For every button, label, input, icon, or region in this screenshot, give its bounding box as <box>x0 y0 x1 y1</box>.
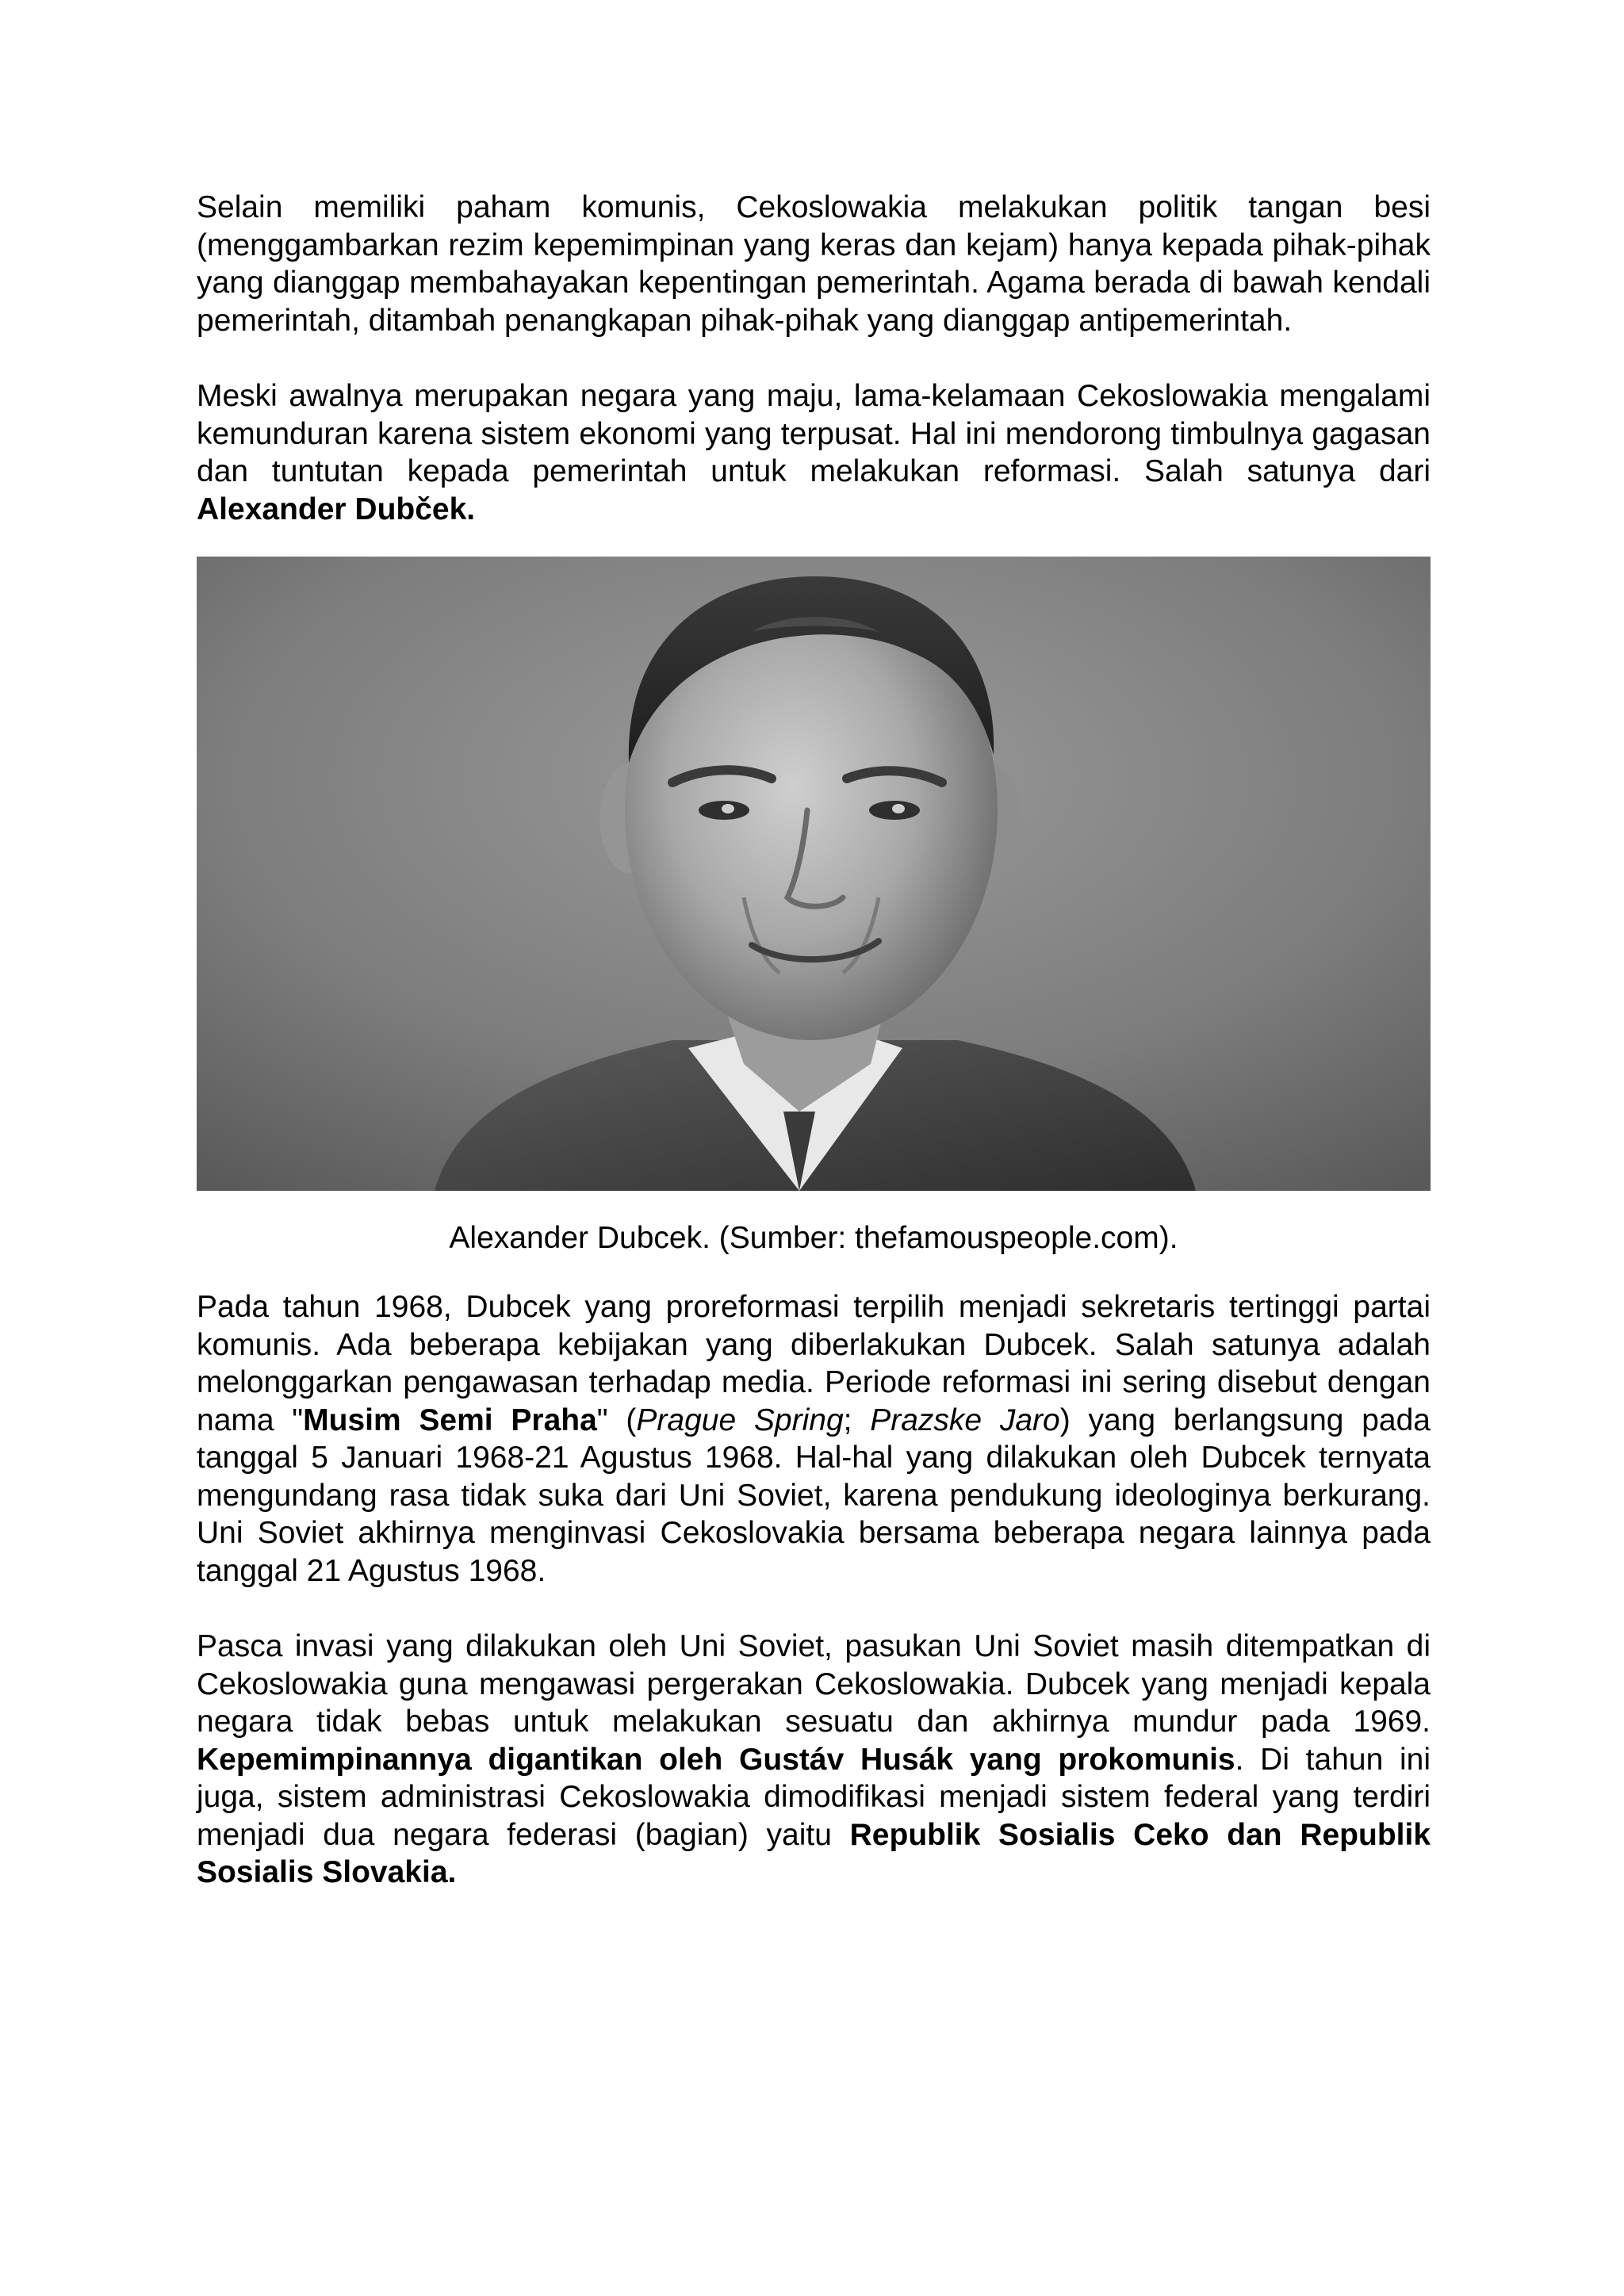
paragraph-1 <box>197 189 1431 339</box>
paragraph-4-bold-2: Republik Sosialis Ceko dan Republik Sosialis Slovakia. <box>197 1817 1431 1889</box>
paragraph-3-text-2: " ( <box>596 1402 637 1437</box>
paragraph-3-text-1: Pada tahun 1968, Dubcek yang proreformasi terpilih menjadi sekretaris tertinggi partai komunis. Ada beberapa kebijakan yang diberlakukan Dubcek. Salah satunya adalah melonggarkan pengawasan terhadap media. Periode reformasi ini sering disebut dengan nama " <box>197 1290 1431 1437</box>
paragraph-3 <box>197 1288 1431 1590</box>
paragraph-4-bold-1: Kepemimpinannya digantikan oleh Gustáv Husák yang prokomunis <box>197 1742 1235 1777</box>
photo-caption: Alexander Dubcek. (Sumber: thefamouspeople.com). <box>449 1221 1178 1255</box>
paragraph-1-text: Selain memiliki paham komunis, Cekoslowakia melakukan politik tangan besi (menggambarkan rezim kepemimpinan yang keras dan kejam) hanya kepada pihak-pihak yang dianggap membahayakan kepentingan pemerintah. Agama berada di bawah kendali pemerintah, ditambah penangkapan pihak-pihak yang dianggap antipemerintah. <box>197 190 1431 338</box>
paragraph-4 <box>197 1628 1431 1892</box>
paragraph-2-text: Meski awalnya merupakan negara yang maju, lama-kelamaan Cekoslowakia mengalami kemunduran karena sistem ekonomi yang terpusat. Hal ini mendorong timbulnya gagasan dan tuntutan kepada pemerintah untuk melakukan reformasi. Salah satunya dari <box>197 379 1431 488</box>
paragraph-3-text-3: ; <box>843 1402 871 1437</box>
paragraph-4-text-2: . Di tahun ini juga, sistem administrasi Cekoslowakia dimodifikasi menjadi sistem federal yang terdiri menjadi dua negara federasi (bagian) yaitu <box>197 1742 1431 1852</box>
paragraph-3-italic-2: Prazske Jaro <box>870 1402 1060 1437</box>
paragraph-2 <box>197 377 1431 528</box>
document-page <box>197 189 1431 1892</box>
paragraph-3-bold: Musim Semi Praha <box>303 1402 597 1437</box>
portrait-photo-image <box>197 557 1431 1191</box>
portrait-photo <box>197 557 1431 1191</box>
paragraph-4-text-1: Pasca invasi yang dilakukan oleh Uni Soviet, pasukan Uni Soviet masih ditempatkan di Cekoslowakia guna mengawasi pergerakan Cekoslowakia. Dubcek yang menjadi kepala negara tidak bebas untuk melakukan sesuatu dan akhirnya mundur pada 1969. <box>197 1629 1431 1739</box>
paragraph-3-italic-1: Prague Spring <box>636 1402 844 1437</box>
paragraph-2-bold-name: Alexander Dubček. <box>197 492 476 526</box>
paragraph-3-text-4: ) yang berlangsung pada tanggal 5 Januari 1968-21 Agustus 1968. Hal-hal yang dilakukan oleh Dubcek ternyata mengundang rasa tidak suka dari Uni Soviet, karena pendukung ideologinya berkurang. Uni Soviet akhirnya menginvasi Cekoslovakia bersama beberapa negara lainnya pada tanggal 21 Agustus 1968. <box>197 1402 1431 1588</box>
